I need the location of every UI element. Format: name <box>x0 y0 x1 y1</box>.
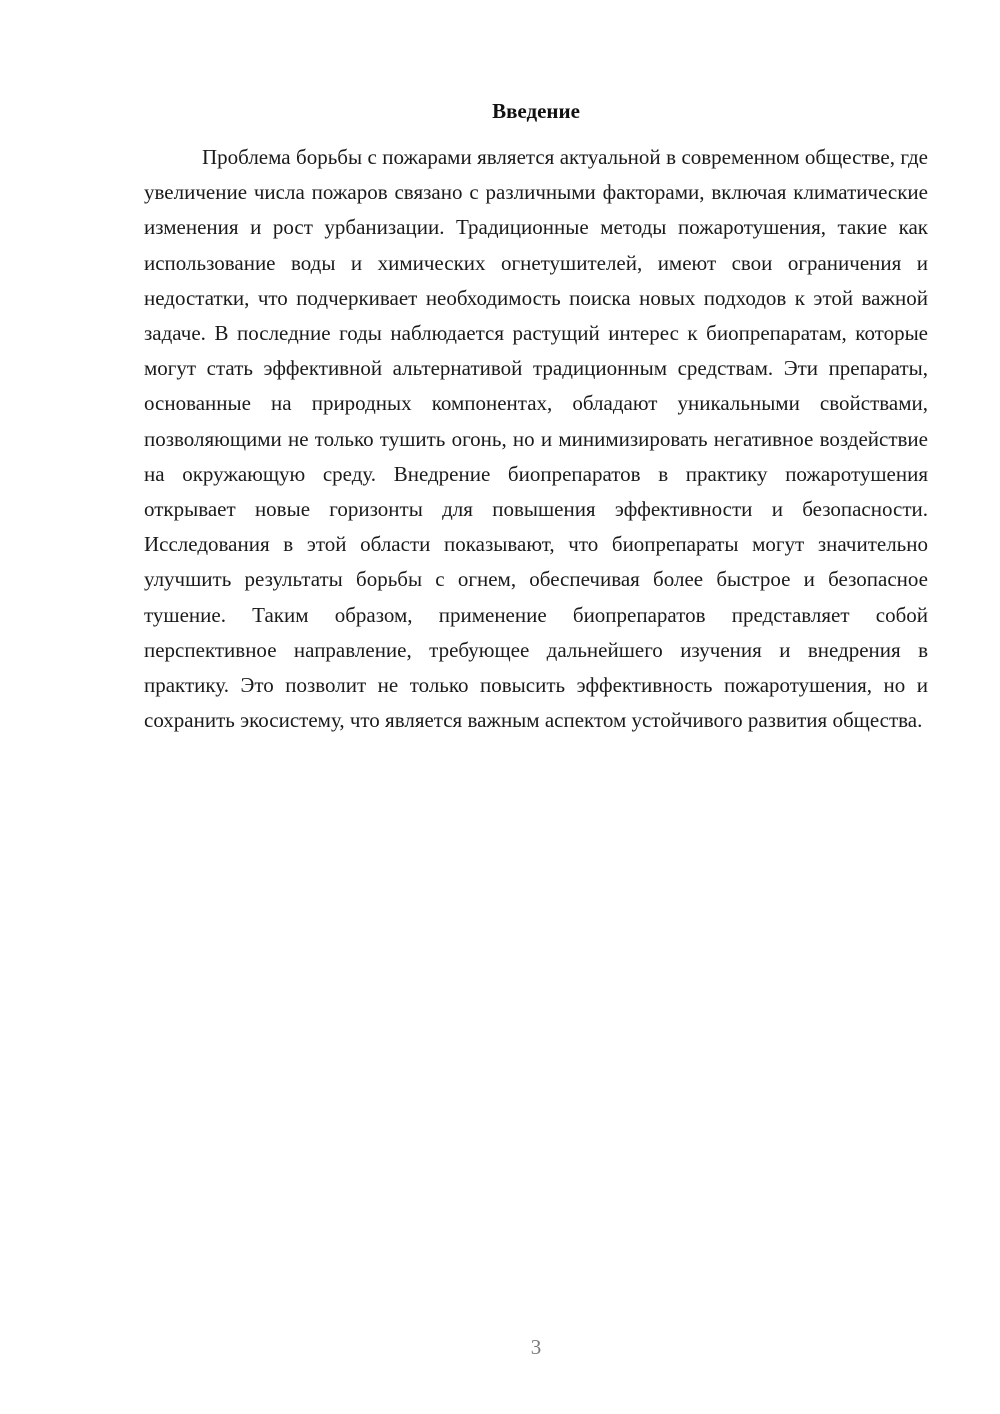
section-heading: Введение <box>492 99 580 123</box>
page-content <box>144 94 928 738</box>
intro-paragraph: Проблема борьбы с пожарами является актуальной в современном обществе, где увеличение числа пожаров связано с различными факторами, включая климатические изменения и рост урбанизации. Традиционные методы пожаротушения, такие как использование воды и химических огнетушителей, имеют свои ограничения и недостатки, что подчеркивает необходимость поиска новых подходов к этой важной задаче. В последние годы наблюдается растущий интерес к биопрепаратам, которые могут стать эффективной альтернативой традиционным средствам. Эти препараты, основанные на природных компонентах, обладают уникальными свойствами, позволяющими не только тушить огонь, но и минимизировать негативное воздействие на окружающую среду. Внедрение биопрепаратов в практику пожаротушения открывает новые горизонты для повышения эффективности и безопасности. Исследования в этой области показывают, что биопрепараты могут значительно улучшить результаты борьбы с огнем, обеспечивая более быстрое и безопасное тушение. Таким образом, применение биопрепаратов представляет собой перспективное направление, требующее дальнейшего изучения и внедрения в практику. Это позволит не только повысить эффективность пожаротушения, но и сохранить экосистему, что является важным аспектом устойчивого развития общества. <box>144 145 928 733</box>
page-number: 3 <box>530 1335 542 1359</box>
